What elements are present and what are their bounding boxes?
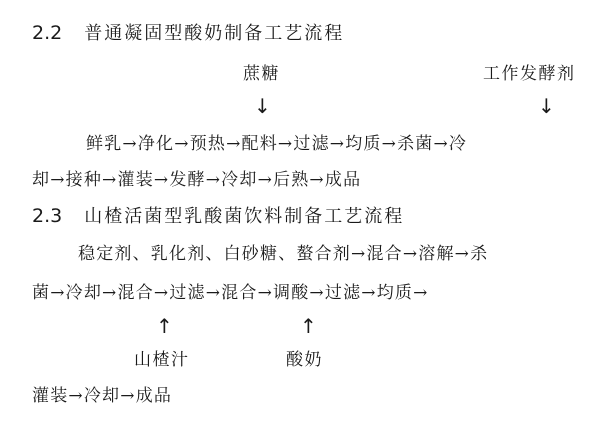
up-arrow-icon: ↑ [300, 314, 317, 338]
section-heading [32, 22, 344, 45]
additive-label: 山楂汁 [134, 350, 190, 370]
section-title: 普通凝固型酸奶制备工艺流程 [84, 23, 345, 44]
process-flow-line: 菌→冷却→混合→过滤→混合→调酸→过滤→均质→ [32, 283, 429, 303]
process-flow-line: 鲜乳→净化→预热→配料→过滤→均质→杀菌→冷 [86, 134, 468, 154]
process-flow-line: 稳定剂、乳化剂、白砂糖、螯合剂→混合→溶解→杀 [78, 244, 489, 264]
additive-label: 工作发酵剂 [483, 64, 576, 84]
section-number: 2.3 [32, 205, 63, 227]
additive-label: 酸奶 [286, 350, 323, 370]
additive-label: 蔗糖 [243, 64, 280, 84]
process-flow-line: 灌装→冷却→成品 [32, 386, 173, 406]
section-title: 山楂活菌型乳酸菌饮料制备工艺流程 [84, 206, 405, 227]
down-arrow-icon: ↓ [254, 94, 271, 118]
process-flow-line: 却→接种→灌装→发酵→冷却→后熟→成品 [32, 170, 362, 190]
down-arrow-icon: ↓ [538, 94, 555, 118]
section-number: 2.2 [32, 22, 63, 44]
up-arrow-icon: ↑ [156, 314, 173, 338]
section-heading [32, 205, 404, 228]
